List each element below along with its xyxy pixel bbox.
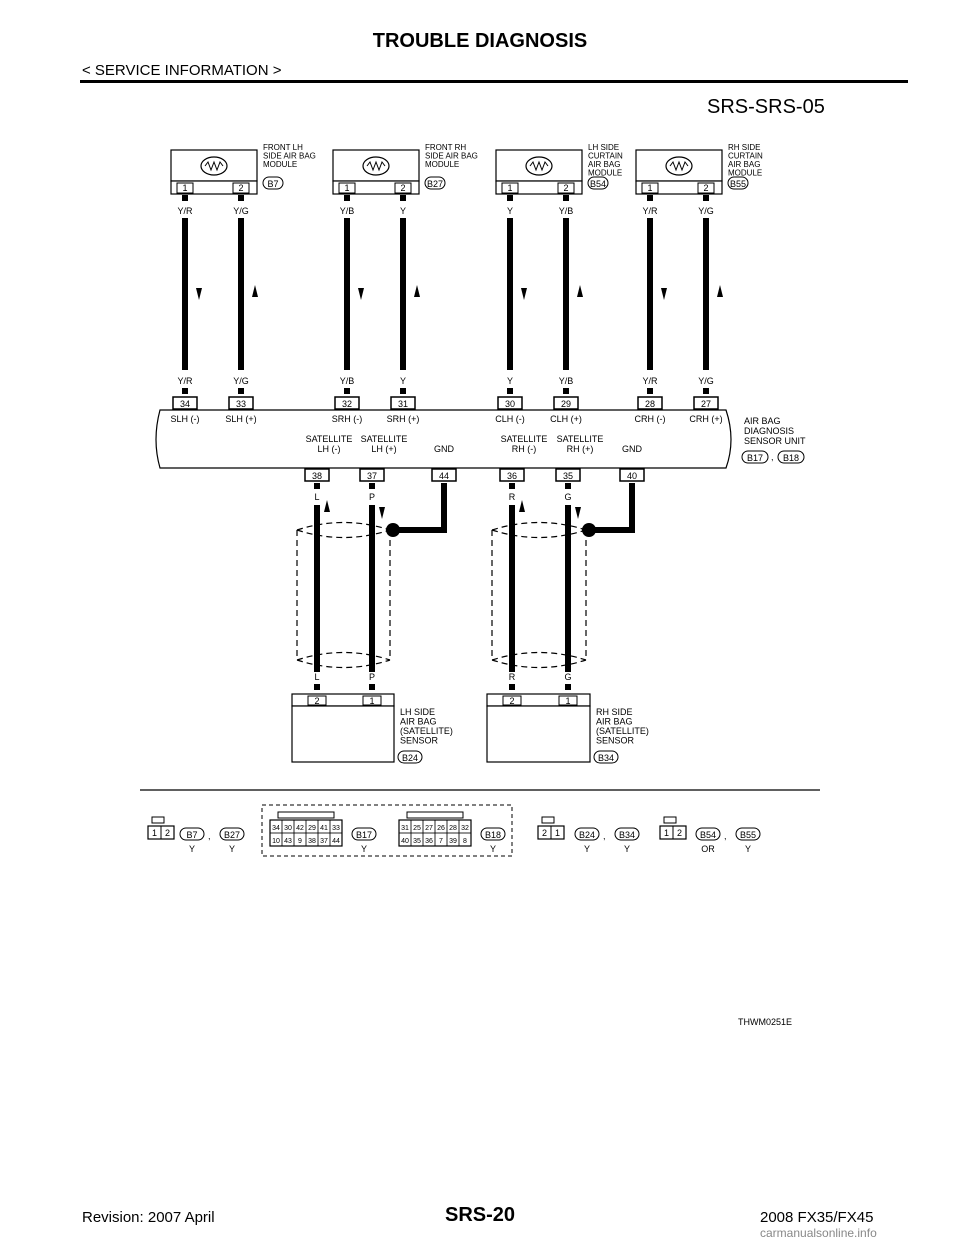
sensor-name-line: SENSOR (400, 735, 439, 746)
unit-signal-label: CLH (-) (495, 414, 525, 424)
unit-pin-label: LH (-) (317, 444, 341, 454)
unit-pin-number: 40 (626, 471, 638, 481)
wire-color-top: Y/R (642, 206, 658, 216)
wire-color-top: Y/B (339, 206, 355, 216)
module-pin-number: 2 (238, 183, 244, 193)
unit-pin-label: RH (+) (566, 444, 594, 454)
reference-code: THWM0251E (738, 1017, 793, 1027)
module-pin-number: 2 (563, 183, 569, 193)
sensor-box (487, 706, 590, 762)
unit-pin-number: 38 (311, 471, 323, 481)
pin-terminal (507, 195, 513, 201)
unit-signal-label: SLH (+) (225, 414, 257, 424)
shield-bottom (492, 660, 586, 668)
legend-conn-b17-pin: 34 (272, 825, 280, 832)
pin-terminal (509, 684, 515, 690)
legend-conn-b17-pin: 10 (272, 838, 280, 845)
unit-pin-number: 30 (504, 399, 516, 409)
wire-color-bottom: G (564, 672, 572, 682)
legend-conn-color: OR (701, 844, 715, 854)
signal-arrow (379, 507, 385, 519)
legend-conn-b18-pin: 32 (461, 825, 469, 832)
sensor-name-line: AIR BAG (596, 716, 633, 727)
module-name-line: MODULE (425, 160, 460, 169)
signal-arrow (521, 288, 527, 300)
unit-pin-number: 37 (366, 471, 378, 481)
wire-color-top: Y/G (698, 206, 714, 216)
footer-model: 2008 FX35/FX45 (760, 1209, 874, 1226)
unit-pin-label: GND (622, 444, 642, 454)
legend-conn-b17-pin: 41 (320, 825, 328, 832)
wire-color-bottom: R (508, 672, 516, 682)
legend-conn-2pin-tab (664, 817, 676, 823)
module-name-line: LH SIDE (588, 143, 620, 152)
legend-conn-2pin-pin: 2 (676, 828, 683, 838)
legend-conn-color: Y (360, 844, 368, 854)
unit-pin-label: SATELLITE (556, 434, 604, 444)
legend-conn-id-label: B54 (699, 830, 717, 840)
legend-conn-b18-pin: 7 (439, 838, 443, 845)
unit-pin-number: 44 (438, 471, 450, 481)
sensor-name-line: (SATELLITE) (400, 726, 453, 736)
sensor-name-line: (SATELLITE) (596, 726, 649, 736)
pin-terminal (703, 195, 709, 201)
pin-terminal (565, 483, 571, 489)
pin-terminal (563, 195, 569, 201)
unit-pin-number: 28 (644, 399, 656, 409)
unit-name-line: AIR BAG (744, 416, 781, 426)
legend-conn-color: Y (489, 844, 497, 854)
pin-terminal (238, 195, 244, 201)
module-connector-label: B54 (589, 179, 607, 189)
squib-icon (363, 157, 389, 175)
legend-conn-2pin-pin: 2 (164, 828, 171, 838)
legend-conn-b18-pin: 39 (449, 838, 457, 845)
legend-conn-id-label: B24 (578, 830, 596, 840)
pin-terminal (647, 195, 653, 201)
unit-pin-number: 34 (179, 399, 191, 409)
legend-conn-2pin-pin: 1 (151, 828, 158, 838)
legend-conn-id-label: B55 (739, 830, 757, 840)
legend-conn-2pin-pin: 2 (541, 828, 548, 838)
pin-terminal (314, 684, 320, 690)
wire-color-bottom: Y/R (177, 376, 193, 386)
legend-conn-b17-pin: 29 (308, 825, 316, 832)
wire-color-top: Y/B (558, 206, 574, 216)
shield-bottom (492, 653, 586, 661)
pin-terminal (369, 483, 375, 489)
unit-pin-label: SATELLITE (500, 434, 548, 444)
signal-arrow (252, 285, 258, 297)
module-name-line: FRONT LH (263, 143, 303, 152)
wire-color-top: G (564, 492, 572, 502)
module-pin-number: 1 (507, 183, 513, 193)
legend-conn-id-label: B18 (484, 830, 502, 840)
pin-terminal (400, 195, 406, 201)
wire-color-top: Y/G (233, 206, 249, 216)
wire-color-bottom: P (368, 672, 376, 682)
sensor-box (292, 706, 394, 762)
module-name-line: MODULE (588, 168, 623, 178)
sensor-pin-number: 1 (565, 696, 571, 706)
legend-conn-b18-pin: 26 (437, 825, 445, 832)
module-name-line: RH SIDE (728, 143, 761, 152)
legend-conn-2pin-tab (542, 817, 554, 823)
wire-color-bottom: Y (506, 376, 514, 386)
shield-top (297, 530, 390, 538)
pin-terminal (238, 388, 244, 394)
wire-color-top: L (314, 492, 320, 502)
legend-conn-color: Y (744, 844, 752, 854)
ground-wire (393, 489, 444, 530)
pin-terminal (344, 195, 350, 201)
wire-color-bottom: Y (399, 376, 407, 386)
signal-arrow (414, 285, 420, 297)
sensor-name-line: SENSOR (596, 735, 635, 746)
pin-terminal (563, 388, 569, 394)
legend-conn-2pin-pin: 1 (554, 828, 561, 838)
legend-conn-b18-pin: 28 (449, 825, 457, 832)
unit-pin-label: SATELLITE (305, 434, 353, 444)
module-name-line: MODULE (263, 160, 298, 169)
legend-conn-b17-pin: 43 (284, 838, 292, 845)
module-connector-label: B7 (267, 179, 279, 189)
unit-pin-number: 31 (397, 399, 409, 409)
legend-conn-separator: , (208, 831, 211, 841)
squib-icon (666, 157, 692, 175)
unit-pin-label: LH (+) (371, 444, 397, 454)
legend-conn-id-label: B34 (618, 830, 636, 840)
unit-pin-number: 36 (506, 471, 518, 481)
signal-arrow (324, 500, 330, 512)
signal-arrow (717, 285, 723, 297)
pin-terminal (647, 388, 653, 394)
legend-conn-b18-pin: 27 (425, 825, 433, 832)
shield-top (297, 523, 390, 531)
wire-color-bottom: Y/R (642, 376, 658, 386)
legend-conn-color: Y (228, 844, 236, 854)
legend-conn-color: Y (188, 844, 196, 854)
module-pin-number: 1 (647, 183, 653, 193)
module-pin-number: 2 (703, 183, 709, 193)
unit-pin-number: 35 (562, 471, 574, 481)
pin-terminal (400, 388, 406, 394)
legend-conn-2pin-pin: 1 (663, 828, 670, 838)
module-pin-number: 2 (400, 183, 406, 193)
pin-terminal (703, 388, 709, 394)
pin-terminal (314, 483, 320, 489)
legend-conn-b18-tab (407, 812, 463, 818)
module-name-line: FRONT RH (425, 143, 467, 152)
wire-color-top: R (508, 492, 516, 502)
module-pin-number: 1 (344, 183, 350, 193)
pin-terminal (182, 195, 188, 201)
legend-conn-b17-pin: 30 (284, 825, 292, 832)
wire-color-bottom: L (314, 672, 320, 682)
signal-arrow (519, 500, 525, 512)
unit-signal-label: SLH (-) (170, 414, 200, 424)
module-name-line: SIDE AIR BAG (263, 151, 316, 161)
diagram-id: SRS-SRS-05 (707, 96, 825, 118)
module-connector-label: B55 (729, 179, 747, 189)
pin-terminal (509, 483, 515, 489)
unit-pin-label: GND (434, 444, 454, 454)
wire-color-bottom: Y/B (339, 376, 355, 386)
squib-icon (201, 157, 227, 175)
module-name-line: CURTAIN (728, 151, 763, 161)
pin-terminal (507, 388, 513, 394)
signal-arrow (575, 507, 581, 519)
unit-pin-number: 32 (341, 399, 353, 409)
signal-arrow (577, 285, 583, 297)
legend-conn-b17-pin: 9 (298, 838, 302, 845)
module-name-line: SIDE AIR BAG (425, 151, 478, 161)
legend-conn-b18-pin: 35 (413, 838, 421, 845)
unit-pin-number: 33 (235, 399, 247, 409)
legend-conn-color: Y (623, 844, 631, 854)
wire-color-bottom: Y/B (558, 376, 574, 386)
sensor-connector-label: B24 (401, 753, 419, 763)
page-title: TROUBLE DIAGNOSIS (372, 30, 588, 52)
legend-conn-b17-tab (278, 812, 334, 818)
legend-conn-id-label: B17 (355, 830, 373, 840)
unit-pin-number: 27 (700, 399, 712, 409)
wire-color-top: Y (399, 206, 407, 216)
unit-name-line: SENSOR UNIT (744, 436, 806, 446)
module-name-line: MODULE (728, 168, 763, 178)
legend-conn-id-label: B27 (223, 830, 241, 840)
wire-color-top: Y/R (177, 206, 193, 216)
unit-pin-label: SATELLITE (360, 434, 408, 444)
legend-conn-b17-pin: 44 (332, 838, 340, 845)
legend-conn-b18-pin: 25 (413, 825, 421, 832)
section-subtitle: < SERVICE INFORMATION > (82, 62, 282, 79)
module-connector-label: B27 (426, 179, 444, 189)
signal-arrow (358, 288, 364, 300)
shield-bottom (297, 660, 390, 668)
module-name-line: CURTAIN (588, 151, 623, 161)
legend-conn-b18-pin: 8 (463, 838, 467, 845)
legend-conn-b17-pin: 42 (296, 825, 304, 832)
unit-signal-label: SRH (-) (331, 414, 363, 424)
wire-color-bottom: Y/G (698, 376, 714, 386)
module-name-line: AIR BAG (728, 160, 761, 169)
footer-page-number: SRS-20 (444, 1204, 516, 1226)
sensor-connector-label: B34 (597, 753, 615, 763)
unit-signal-label: SRH (+) (386, 414, 420, 424)
shield-top (492, 523, 586, 531)
unit-signal-label: CRH (-) (634, 414, 666, 424)
pin-terminal (441, 483, 447, 489)
pin-terminal (565, 684, 571, 690)
legend-conn-color: Y (583, 844, 591, 854)
ground-wire (589, 489, 632, 530)
unit-connector-label: B17 (746, 453, 764, 463)
unit-name-line: DIAGNOSIS (744, 426, 795, 436)
sensor-name-line: AIR BAG (400, 716, 437, 727)
module-name-line: AIR BAG (588, 160, 621, 169)
sensor-pin-number: 2 (509, 696, 515, 706)
legend-conn-b18-pin: 31 (401, 825, 409, 832)
sensor-pin-number: 2 (314, 696, 320, 706)
legend-conn-b17-pin: 33 (332, 825, 340, 832)
signal-arrow (196, 288, 202, 300)
unit-connector-label: B18 (782, 453, 800, 463)
legend-conn-b17-pin: 37 (320, 838, 328, 845)
unit-signal-label: CRH (+) (689, 414, 723, 424)
legend-conn-id-label: B7 (186, 830, 198, 840)
footer-watermark: carmanualsonline.info (760, 1226, 877, 1240)
unit-connector-separator: , (771, 452, 774, 462)
pin-terminal (344, 388, 350, 394)
unit-pin-number: 29 (560, 399, 572, 409)
legend-conn-b17-pin: 38 (308, 838, 316, 845)
legend-conn-separator: , (724, 831, 727, 841)
wire-color-bottom: Y/G (233, 376, 249, 386)
sensor-pin-number: 1 (369, 696, 375, 706)
shield-bottom (297, 653, 390, 661)
footer-revision: Revision: 2007 April (82, 1209, 215, 1226)
legend-conn-separator: , (603, 831, 606, 841)
legend-conn-b18-pin: 36 (425, 838, 433, 845)
sensor-name-line: LH SIDE (400, 707, 436, 717)
legend-conn-2pin-tab (152, 817, 164, 823)
signal-arrow (661, 288, 667, 300)
pin-terminal (629, 483, 635, 489)
shield-top (492, 530, 586, 538)
pin-terminal (369, 684, 375, 690)
squib-icon (526, 157, 552, 175)
sensor-name-line: RH SIDE (596, 707, 633, 717)
pin-terminal (182, 388, 188, 394)
wire-color-top: P (368, 492, 376, 502)
unit-signal-label: CLH (+) (550, 414, 582, 424)
module-pin-number: 1 (182, 183, 188, 193)
legend-conn-b18-pin: 40 (401, 838, 409, 845)
wire-color-top: Y (506, 206, 514, 216)
unit-pin-label: RH (-) (511, 444, 537, 454)
